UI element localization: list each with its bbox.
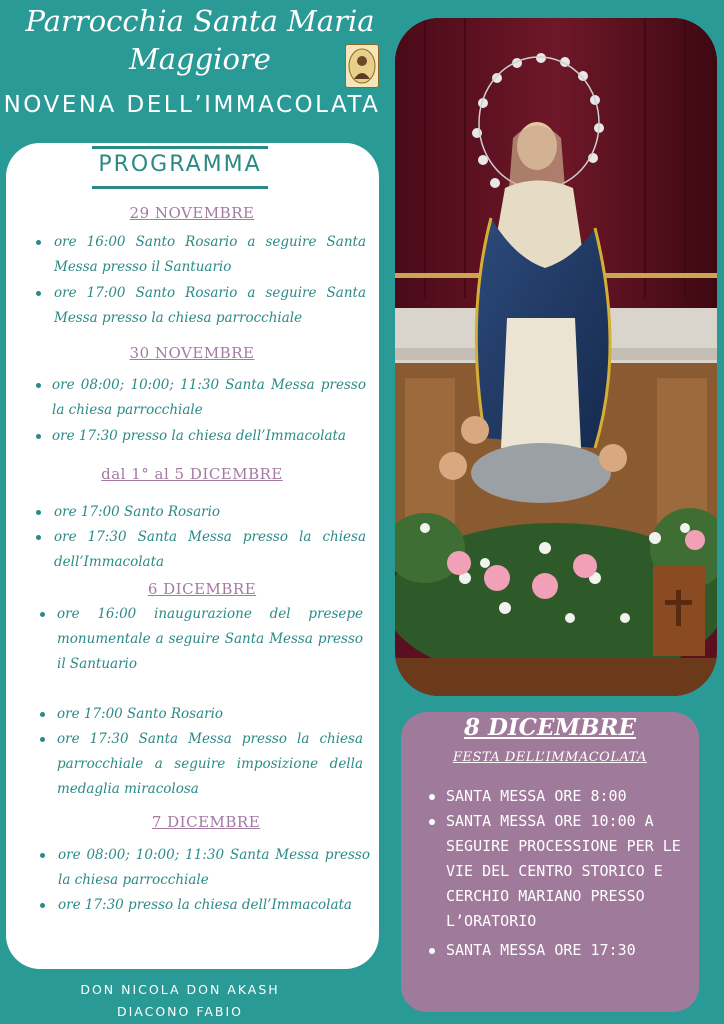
schedule-item: ore 16:00 inaugurazione del presepe monumentale a seguire Santa Messa presso il Santuario bbox=[57, 606, 363, 672]
festa-subtitle: FESTA DELL’IMMACOLATA bbox=[453, 750, 647, 765]
program-bottom-rule bbox=[92, 186, 268, 189]
schedule-item: ore 17:00 Santo Rosario bbox=[57, 706, 224, 722]
festa-item: SANTA MESSA ORE 17:30 bbox=[446, 941, 636, 959]
schedule-item: ore 17:30 Santa Messa presso la chiesa parrocchiale a seguire imposizione della medaglia miracolosa bbox=[57, 731, 363, 797]
date-heading-7-dicembre: 7 DICEMBRE bbox=[151, 813, 261, 831]
schedule-item: ore 17:00 Santo Rosario a seguire Santa Messa presso la chiesa parrocchiale bbox=[54, 285, 366, 326]
program-title: PROGRAMMA bbox=[98, 152, 262, 177]
bullet bbox=[36, 510, 41, 515]
schedule-item: ore 08:00; 10:00; 11:30 Santa Messa presso la chiesa parrocchiale bbox=[52, 377, 366, 418]
festa-item: SANTA MESSA ORE 8:00 bbox=[446, 787, 627, 805]
schedule-item: ore 17:30 presso la chiesa dell’Immacolata bbox=[52, 428, 346, 444]
program-top-rule bbox=[92, 146, 268, 149]
signature-line1: DON NICOLA DON AKASH bbox=[80, 982, 280, 997]
bullet bbox=[36, 383, 41, 388]
novena-title: NOVENA DELL’IMMACOLATA bbox=[3, 92, 381, 118]
parish-seal-logo bbox=[345, 44, 379, 88]
festa-item: SANTA MESSA ORE 10:00 A SEGUIRE PROCESSIONE PER LE VIE DEL CENTRO STORICO E CERCHIO MARIANO PRESSO L’ORATORIO bbox=[446, 812, 681, 930]
bullet bbox=[40, 853, 45, 858]
bullet bbox=[36, 240, 41, 245]
bullet bbox=[40, 712, 45, 717]
schedule-item: ore 17:30 presso la chiesa dell’Immacolata bbox=[58, 897, 352, 913]
schedule-item: ore 17:00 Santo Rosario bbox=[54, 504, 221, 520]
festa-date-heading: 8 DICEMBRE bbox=[463, 714, 637, 741]
bullet bbox=[429, 819, 435, 825]
schedule-item: ore 17:30 Santa Messa presso la chiesa dell’Immacolata bbox=[54, 529, 366, 570]
bullet bbox=[40, 737, 45, 742]
parish-name-line1: Parrocchia Santa Maria bbox=[25, 4, 375, 38]
signature-line2: DIACONO FABIO bbox=[116, 1004, 244, 1019]
bullet bbox=[429, 794, 435, 800]
schedule-item: ore 08:00; 10:00; 11:30 Santa Messa presso la chiesa parrocchiale bbox=[58, 847, 370, 888]
bullet bbox=[36, 291, 41, 296]
bullet bbox=[36, 535, 41, 540]
bullet bbox=[40, 903, 45, 908]
bullet bbox=[429, 948, 435, 954]
schedule-item: ore 16:00 Santo Rosario a seguire Santa Messa presso il Santuario bbox=[54, 234, 366, 275]
date-heading-30-novembre: 30 NOVEMBRE bbox=[129, 344, 255, 362]
immacolata-statue-photo bbox=[395, 18, 717, 696]
parish-name-line2: Maggiore bbox=[129, 42, 271, 76]
bullet bbox=[36, 434, 41, 439]
date-heading-6-dicembre: 6 DICEMBRE bbox=[147, 580, 257, 598]
date-heading-1-5-dicembre: dal 1° al 5 DICEMBRE bbox=[101, 465, 283, 483]
bullet bbox=[40, 612, 45, 617]
date-heading-29-novembre: 29 NOVEMBRE bbox=[129, 204, 255, 222]
